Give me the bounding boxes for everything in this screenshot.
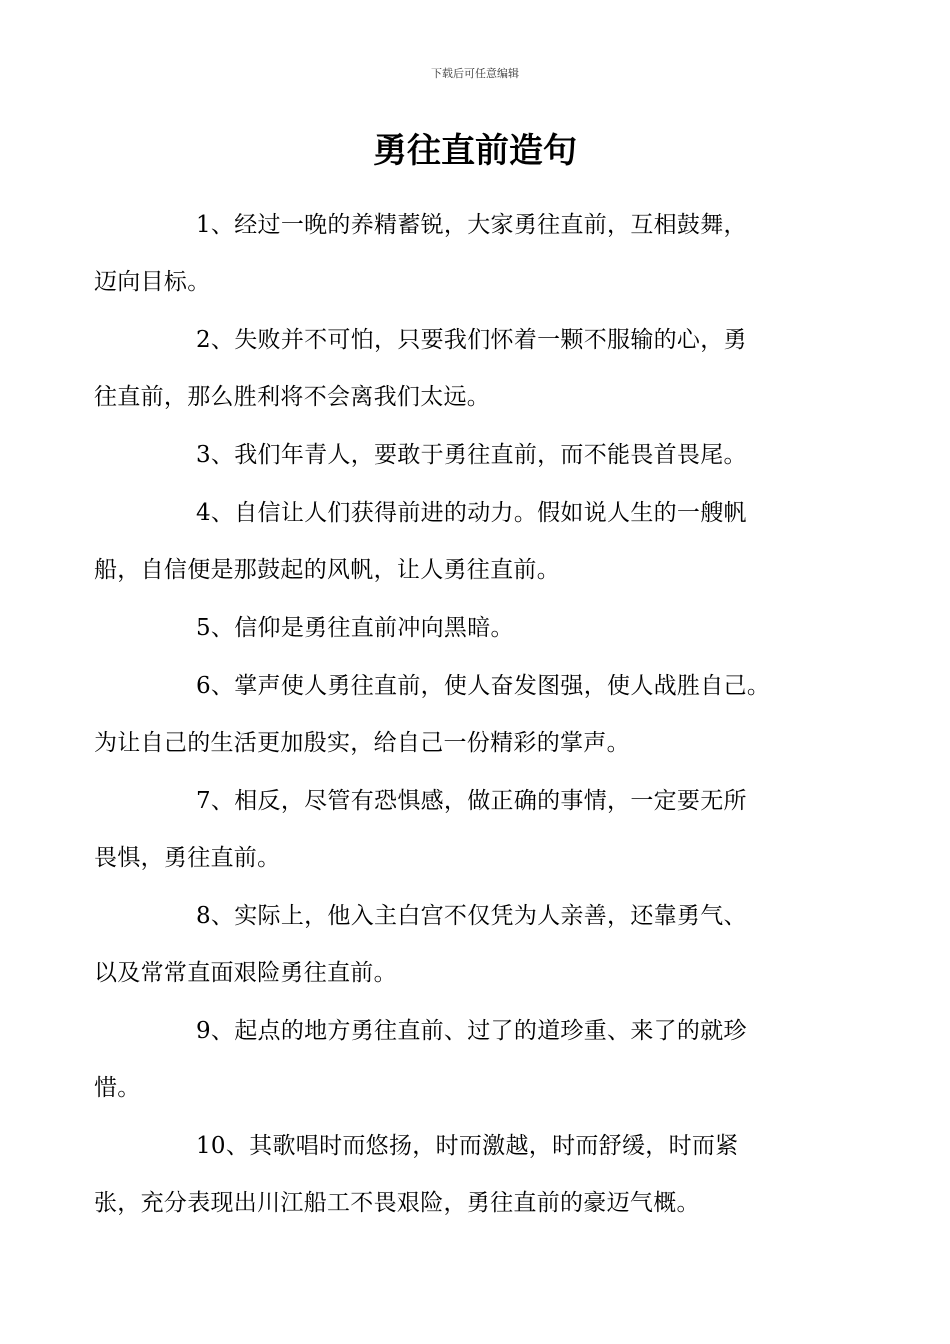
header-note: 下载后可任意编辑 xyxy=(431,67,519,80)
sentence-7-line-1: 7、相反，尽管有恐惧感，做正确的事情，一定要无所 xyxy=(196,788,747,814)
sentence-item-7 xyxy=(94,773,825,887)
sentence-1-line-1: 1、经过一晚的养精蓄锐，大家勇往直前，互相鼓舞， xyxy=(196,212,747,238)
sentence-5-line-1: 5、信仰是勇往直前冲向黑暗。 xyxy=(196,615,514,641)
sentence-8-line-1: 8、实际上，他入主白宫不仅凭为人亲善，还靠勇气、 xyxy=(196,903,747,929)
sentence-item-2 xyxy=(94,312,825,426)
sentence-10-line-2: 张，充分表现出川江船工不畏艰险，勇往直前的豪迈气概。 xyxy=(94,1190,700,1216)
document-title: 勇往直前造句 xyxy=(373,131,577,171)
sentence-item-9 xyxy=(94,1003,825,1117)
sentence-8-line-2: 以及常常直面艰险勇往直前。 xyxy=(94,960,397,986)
sentence-item-5 xyxy=(145,600,825,657)
sentence-item-4 xyxy=(94,485,825,599)
sentence-4-line-2: 船，自信便是那鼓起的风帆，让人勇往直前。 xyxy=(94,557,560,583)
sentence-4-line-1: 4、自信让人们获得前进的动力。假如说人生的一艘帆 xyxy=(196,500,747,526)
sentence-6-line-2: 为让自己的生活更加殷实，给自己一份精彩的掌声。 xyxy=(94,730,630,756)
sentence-item-3 xyxy=(145,427,825,484)
sentence-6-line-1: 6、掌声使人勇往直前，使人奋发图强，使人战胜自己。 xyxy=(196,673,771,699)
sentence-7-line-2: 畏惧，勇往直前。 xyxy=(94,845,281,871)
sentence-3-line-1: 3、我们年青人，要敢于勇往直前，而不能畏首畏尾。 xyxy=(196,442,747,468)
sentence-item-6 xyxy=(94,658,825,772)
sentence-2-line-2: 往直前，那么胜利将不会离我们太远。 xyxy=(94,384,491,410)
sentence-list xyxy=(94,197,825,1233)
sentence-1-line-2: 迈向目标。 xyxy=(94,269,211,295)
sentence-item-8 xyxy=(94,888,825,1002)
sentence-9-line-1: 9、起点的地方勇往直前、过了的道珍重、来了的就珍 xyxy=(196,1018,747,1044)
sentence-10-line-1: 10、其歌唱时而悠扬，时而激越，时而舒缓，时而紧 xyxy=(196,1133,739,1159)
sentence-2-line-1: 2、失败并不可怕，只要我们怀着一颗不服输的心，勇 xyxy=(196,327,747,353)
sentence-9-line-2: 惜。 xyxy=(94,1075,141,1101)
sentence-item-10 xyxy=(94,1118,825,1232)
sentence-item-1 xyxy=(94,197,825,311)
